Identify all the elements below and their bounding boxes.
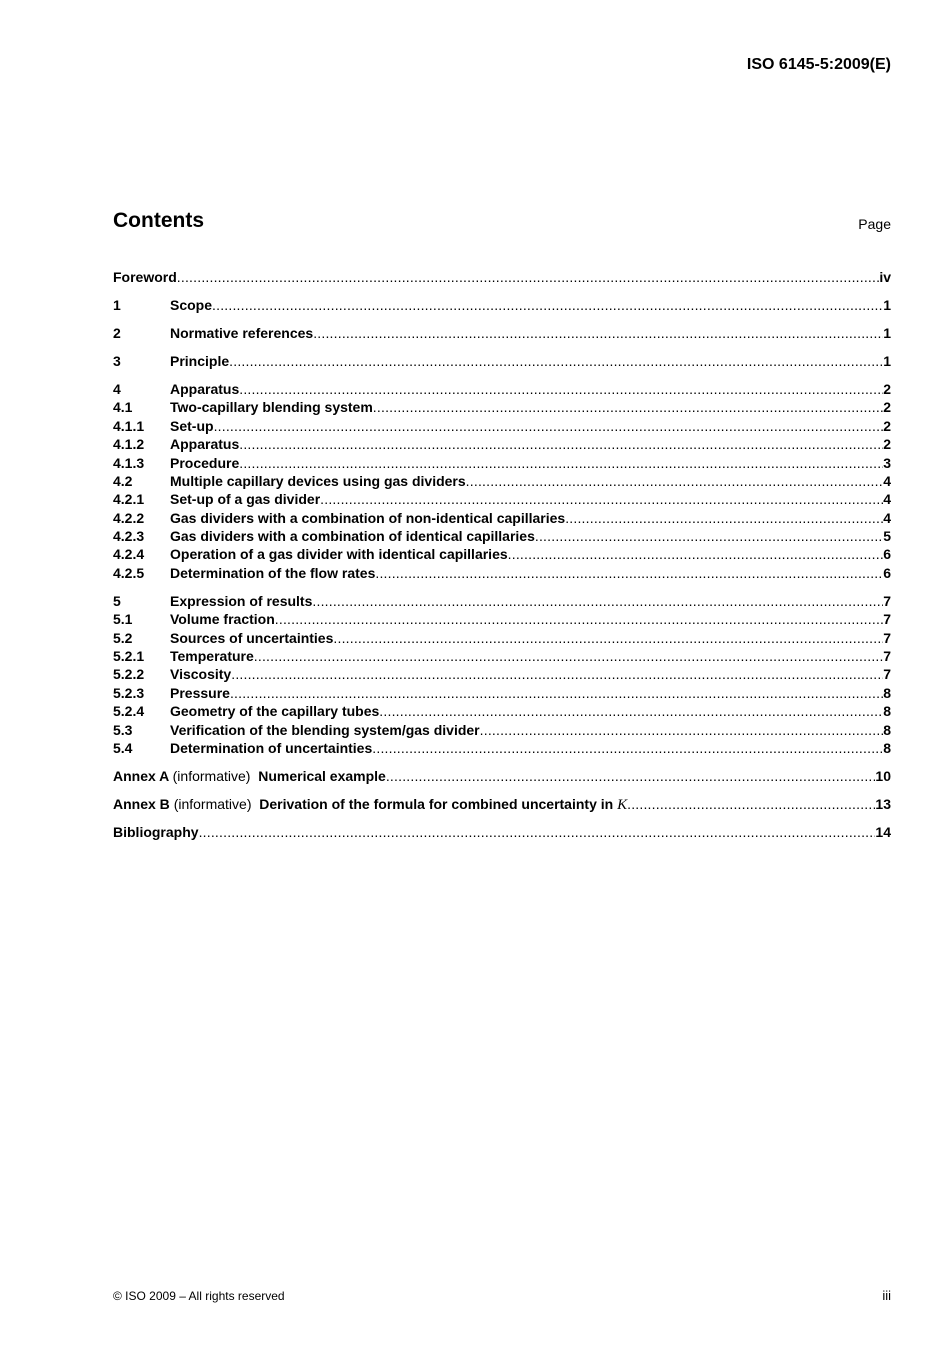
annex-label: Annex B bbox=[113, 795, 170, 812]
toc-leader-dots bbox=[379, 703, 883, 719]
toc-entry[interactable] bbox=[113, 685, 891, 703]
toc-entry[interactable] bbox=[113, 455, 891, 473]
toc-entry-title: Set-up of a gas divider bbox=[170, 491, 321, 508]
toc-leader-dots bbox=[312, 593, 883, 609]
toc-entry[interactable] bbox=[113, 510, 891, 528]
toc-entry-page: 7 bbox=[883, 666, 891, 683]
toc-entry-annex-b[interactable] bbox=[113, 796, 891, 814]
toc-entry-page: 7 bbox=[883, 592, 891, 609]
document-id: ISO 6145-5:2009(E) bbox=[746, 56, 891, 73]
toc-leader-dots bbox=[333, 630, 883, 646]
toc-entry-number: 4.1.3 bbox=[113, 454, 145, 471]
toc-entry-title: Operation of a gas divider with identical capillaries bbox=[170, 546, 508, 563]
toc-entry-number: 5.3 bbox=[113, 721, 133, 738]
toc-entry-annex-a[interactable] bbox=[113, 768, 891, 786]
toc-leader-dots bbox=[373, 399, 883, 415]
toc-entry-page: 1 bbox=[883, 352, 891, 369]
toc-entry-page: 2 bbox=[883, 436, 891, 453]
toc-entry-title: Scope bbox=[170, 296, 213, 313]
toc-entry-page: 6 bbox=[883, 564, 891, 581]
toc-entry-number: 4.2 bbox=[113, 472, 133, 489]
toc-entry-page: 1 bbox=[883, 296, 891, 313]
toc-leader-dots bbox=[230, 685, 883, 701]
toc-entry-number: 5 bbox=[113, 592, 121, 609]
toc-leader-dots bbox=[239, 381, 883, 397]
toc-entry-page: 7 bbox=[883, 648, 891, 664]
toc-entry-title: Procedure bbox=[170, 454, 240, 471]
toc-entry-number: 4.2.5 bbox=[113, 564, 145, 581]
footer-copyright: © ISO 2009 – All rights reserved bbox=[113, 1289, 285, 1303]
toc-entry[interactable] bbox=[113, 381, 891, 399]
toc-entry-title: Two-capillary blending system bbox=[170, 399, 373, 416]
toc-entry-number: 5.2.2 bbox=[113, 666, 145, 683]
toc-leader-dots bbox=[212, 297, 883, 313]
toc-entry[interactable] bbox=[113, 722, 891, 740]
toc-entry-title: Temperature bbox=[170, 648, 254, 664]
annex-title: Derivation of the formula for combined uncertainty in bbox=[259, 795, 614, 812]
toc-entry-page: 8 bbox=[883, 739, 891, 756]
toc-leader-dots bbox=[466, 473, 884, 489]
toc-entry-title: Principle bbox=[170, 352, 230, 369]
annex-title: Numerical example bbox=[258, 767, 386, 784]
toc-entry-number: 3 bbox=[113, 352, 121, 369]
toc-leader-dots bbox=[313, 325, 883, 341]
toc-entry-page: 6 bbox=[883, 546, 891, 563]
toc-entry[interactable] bbox=[113, 546, 891, 564]
toc-entry-number: 4.2.3 bbox=[113, 528, 145, 545]
toc-entry-page: 14 bbox=[875, 823, 891, 840]
toc-entry-number: 5.2.4 bbox=[113, 703, 145, 720]
toc-leader-dots bbox=[239, 436, 883, 452]
toc-entry-title: Volume fraction bbox=[170, 611, 275, 628]
toc-entry[interactable] bbox=[113, 353, 891, 371]
toc-entry-title: Pressure bbox=[170, 684, 230, 701]
toc-entry-title: Apparatus bbox=[170, 436, 240, 453]
toc-entry-bibliography[interactable] bbox=[113, 824, 891, 842]
toc-entry-number: 4.1 bbox=[113, 399, 133, 416]
toc-entry[interactable] bbox=[113, 436, 891, 454]
toc-leader-dots bbox=[199, 824, 876, 840]
toc-entry-page: 4 bbox=[883, 472, 891, 489]
toc-entry[interactable] bbox=[113, 418, 891, 436]
toc-entry[interactable] bbox=[113, 593, 891, 611]
toc-entry-number: 5.2.3 bbox=[113, 684, 145, 701]
toc-entry-page: 3 bbox=[883, 454, 891, 471]
toc-entry-page: 8 bbox=[883, 721, 891, 738]
toc-entry-title: Geometry of the capillary tubes bbox=[170, 703, 380, 720]
toc-entry-page: 4 bbox=[883, 491, 891, 508]
page-column-label: Page bbox=[858, 216, 891, 232]
toc-entry[interactable] bbox=[113, 473, 891, 491]
toc-entry[interactable] bbox=[113, 666, 891, 684]
toc-entry-page: 7 bbox=[883, 629, 891, 646]
toc-entry-number: 1 bbox=[113, 296, 121, 313]
annex-note: (informative) bbox=[173, 795, 252, 812]
table-of-contents bbox=[113, 269, 891, 842]
toc-entry-page: 7 bbox=[883, 611, 891, 628]
toc-entry[interactable] bbox=[113, 611, 891, 629]
toc-entry-title: Gas dividers with a combination of identical capillaries bbox=[170, 528, 535, 545]
toc-entry[interactable] bbox=[113, 648, 891, 666]
toc-entry-number: 5.2.1 bbox=[113, 648, 145, 664]
toc-leader-dots bbox=[386, 768, 876, 784]
toc-annex-title bbox=[113, 796, 627, 814]
annex-label: Annex A bbox=[113, 767, 169, 784]
toc-entry-page: 1 bbox=[883, 324, 891, 341]
toc-entry-number: 4 bbox=[113, 380, 121, 397]
toc-entry-number: 5.1 bbox=[113, 611, 133, 628]
toc-entry-title: Sources of uncertainties bbox=[170, 629, 334, 646]
contents-heading: Contents bbox=[113, 209, 204, 232]
toc-leader-dots bbox=[231, 666, 883, 682]
toc-leader-dots bbox=[480, 722, 884, 738]
toc-leader-dots bbox=[239, 455, 883, 471]
toc-entry-title: Determination of the flow rates bbox=[170, 564, 376, 581]
toc-entry-title: Foreword bbox=[113, 269, 177, 285]
toc-leader-dots bbox=[229, 353, 883, 369]
toc-entry-page: 10 bbox=[875, 767, 891, 784]
toc-leader-dots bbox=[508, 546, 884, 562]
toc-leader-dots bbox=[627, 796, 875, 812]
toc-annex-title bbox=[113, 768, 386, 784]
toc-leader-dots bbox=[372, 740, 883, 756]
toc-entry-title: Multiple capillary devices using gas dividers bbox=[170, 472, 466, 489]
toc-entry-title: Apparatus bbox=[170, 380, 240, 397]
toc-leader-dots bbox=[535, 528, 883, 544]
toc-entry-page: 8 bbox=[883, 684, 891, 701]
toc-entry[interactable] bbox=[113, 491, 891, 509]
toc-leader-dots bbox=[375, 565, 883, 581]
toc-entry-number: 5.2 bbox=[113, 629, 133, 646]
toc-entry[interactable] bbox=[113, 703, 891, 721]
toc-entry-title: Viscosity bbox=[170, 666, 232, 683]
toc-entry-title: Expression of results bbox=[170, 592, 313, 609]
toc-entry-number: 4.1.2 bbox=[113, 436, 145, 453]
toc-entry-number: 4.2.4 bbox=[113, 546, 145, 563]
toc-entry-title: Determination of uncertainties bbox=[170, 739, 373, 756]
toc-entry[interactable] bbox=[113, 565, 891, 583]
toc-entry-number: 4.2.2 bbox=[113, 509, 145, 526]
toc-entry-page: 5 bbox=[883, 528, 891, 545]
toc-entry-number: 4.1.1 bbox=[113, 417, 145, 434]
toc-entry[interactable] bbox=[113, 325, 891, 343]
toc-entry-page: 8 bbox=[883, 703, 891, 720]
toc-entry-title: Normative references bbox=[170, 324, 314, 341]
toc-entry-title: Set-up bbox=[170, 417, 214, 434]
toc-leader-dots bbox=[565, 510, 883, 526]
toc-leader-dots bbox=[254, 648, 883, 664]
toc-entry-foreword[interactable] bbox=[113, 269, 891, 287]
toc-leader-dots bbox=[214, 418, 884, 434]
toc-entry[interactable] bbox=[113, 297, 891, 315]
annex-symbol: K bbox=[617, 796, 628, 813]
toc-entry-page: 13 bbox=[875, 795, 891, 812]
toc-entry-title: Verification of the blending system/gas divider bbox=[170, 721, 480, 738]
toc-entry-page: iv bbox=[879, 269, 891, 285]
footer-page-number: iii bbox=[882, 1288, 891, 1303]
toc-entry-page: 2 bbox=[883, 417, 891, 434]
toc-entry[interactable] bbox=[113, 740, 891, 758]
annex-note: (informative) bbox=[172, 767, 251, 784]
toc-leader-dots bbox=[320, 491, 883, 507]
toc-entry[interactable] bbox=[113, 528, 891, 546]
toc-leader-dots bbox=[275, 611, 883, 627]
toc-entry-number: 4.2.1 bbox=[113, 491, 145, 508]
toc-entry-title: Gas dividers with a combination of non-identical capillaries bbox=[170, 509, 566, 526]
toc-entry[interactable] bbox=[113, 630, 891, 648]
toc-leader-dots bbox=[177, 269, 880, 285]
toc-entry-page: 4 bbox=[883, 509, 891, 526]
toc-entry-page: 2 bbox=[883, 380, 891, 397]
toc-entry-page: 2 bbox=[883, 399, 891, 416]
toc-entry[interactable] bbox=[113, 399, 891, 417]
toc-entry-number: 2 bbox=[113, 324, 121, 341]
toc-entry-number: 5.4 bbox=[113, 739, 133, 756]
toc-entry-title: Bibliography bbox=[113, 823, 199, 840]
